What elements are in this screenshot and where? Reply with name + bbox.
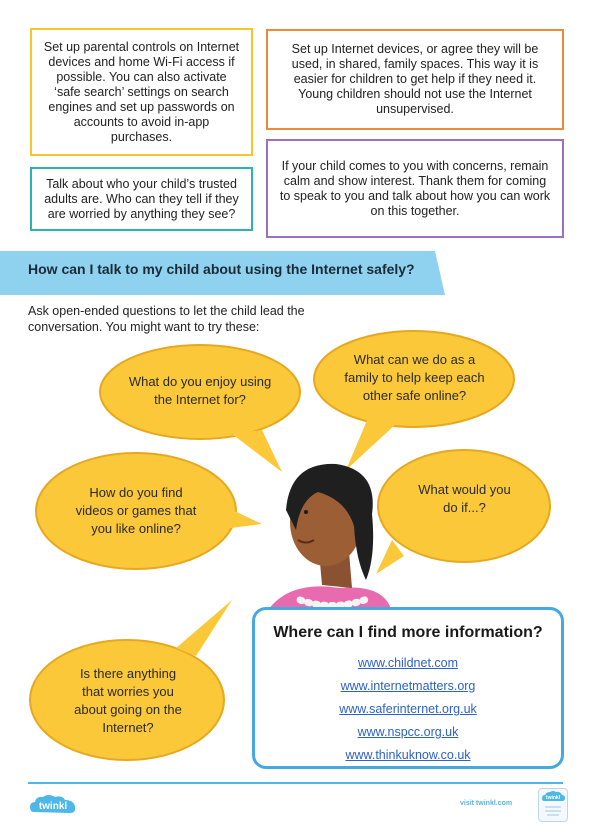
- woman-illustration: [268, 464, 392, 612]
- twinkl-logo: [28, 792, 78, 817]
- section-intro: Ask open-ended questions to let the child lead the conversation. You might want to try these:: [28, 304, 305, 334]
- tip-trusted-adults: [30, 167, 253, 231]
- link-nspcc[interactable]: www.nspcc.org.uk: [357, 725, 459, 739]
- question-3: How do you find videos or games that you like online?: [75, 485, 197, 536]
- info-links: [255, 652, 561, 767]
- badge-text: twinkl: [545, 795, 561, 801]
- link-thinkuknow[interactable]: www.thinkuknow.co.uk: [345, 748, 471, 762]
- tip-concerns-text: If your child comes to you with concerns, remain calm and show interest. Thank them for coming to speak to you and talk about how you can work on this together.: [279, 158, 551, 218]
- quality-badge: [538, 788, 568, 822]
- footer-divider: [28, 782, 563, 784]
- question-1: What do you enjoy using the Internet for?: [128, 374, 272, 407]
- tip-parental-text: Set up parental controls on Internet devices and home Wi-Fi access if possible. You can also activate ‘safe search’ settings on search engines and set up passwords on accounts to avoid in-app purchases.: [43, 39, 240, 144]
- more-information-box: [252, 607, 564, 769]
- question-2: What can we do as a family to help keep each other safe online?: [344, 352, 485, 403]
- visit-link[interactable]: visit twinkl.com: [460, 800, 513, 807]
- tip-concerns: [266, 139, 564, 238]
- tip-shared-spaces: [266, 29, 564, 130]
- section-heading: How can I talk to my child about using the Internet safely?: [28, 261, 415, 277]
- badge-cloud-icon: [539, 789, 567, 821]
- link-saferinternet[interactable]: www.saferinternet.org.uk: [339, 702, 477, 716]
- link-internetmatters[interactable]: www.internetmatters.org: [340, 679, 476, 693]
- link-childnet[interactable]: www.childnet.com: [357, 656, 459, 670]
- tip-trusted-text: Talk about who your child’s trusted adults are. Who can they tell if they are worried by anything they see?: [44, 176, 239, 221]
- question-5: Is there anything that worries you about going on the Internet?: [74, 666, 182, 735]
- tip-shared-text: Set up Internet devices, or agree they will be used, in shared, family spaces. This way it is easier for children to get help if they need it. Young children should not use the Internet unsupervised.: [291, 42, 539, 116]
- question-4: What would you do if...?: [418, 482, 511, 515]
- logo-text: twinkl: [38, 801, 68, 812]
- tip-parental-controls: [30, 28, 253, 156]
- info-title: Where can I find more information?: [273, 624, 543, 641]
